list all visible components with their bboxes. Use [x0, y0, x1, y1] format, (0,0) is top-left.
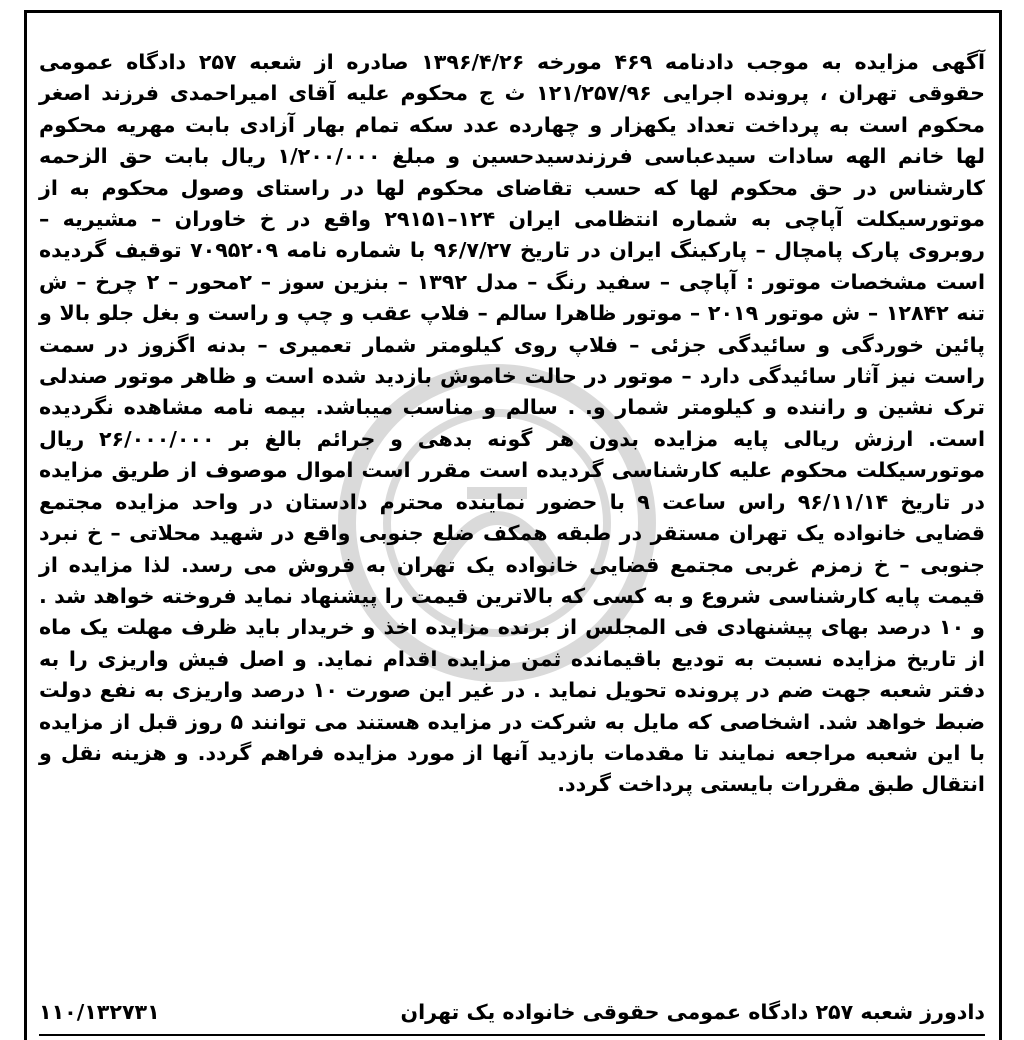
notice-body-text: آگهی مزایده به موجب دادنامه ۴۶۹ مورخه ۱۳۹۶/۴/۲۶ صادره از شعبه ۲۵۷ دادگاه عمومی حقوقی تهران ، پرونده اجرایی ۱۲۱/۲۵۷/۹۶ ث ج محکوم علیه آقای امیراحمدی فرزند اصغر محکوم است به پرداخت تعداد یکهزار و چهارده عدد سکه تمام بهار آزادی بابت مهریه محکوم لها خانم الهه سادات سیدعباسی فرزندسیدحسین و مبلغ ۱/۲۰۰/۰۰۰ ریال بابت حق الزحمه کارشناس در حق محکوم لها که حسب تقاضای محکوم لها در راستای وصول محکوم به از موتورسیکلت آپاچی به شماره انتظامی ایران ۱۲۴–۲۹۱۵۱ واقع در خ خاوران – مشیریه – روبروی پارک پامچال – پارکینگ ایران در تاریخ ۹۶/۷/۲۷ با شماره نامه ۷۰۹۵۲۰۹ توقیف گردیده است مشخصات موتور : آپاچی – سفید رنگ – مدل ۱۳۹۲ – بنزین سوز – ۲محور – ۲ چرخ – ش تنه ۱۲۸۴۲ – ش موتور ۲۰۱۹ – موتور ظاهرا سالم – فلاپ عقب و چپ و راست و بغل جلو بالا و پائین خوردگی و سائیدگی جزئی – فلاپ روی کیلومتر شمار تعمیری – بدنه اگزوز در سمت راست نیز آثار سائیدگی دارد – موتور در حالت خاموش بازدید شده است و ظاهر موتور صندلی ترک نشین و راننده و کیلومتر شمار و. . سالم و مناسب میباشد. بیمه نامه مشاهده نگردیده است. ارزش ریالی پایه مزایده بدون هر گونه بدهی و جرائم بالغ بر ۲۶/۰۰۰/۰۰۰ ریال موتورسیکلت محکوم علیه کارشناسی گردیده است مقرر است اموال موصوف از طریق مزایده در تاریخ ۹۶/۱۱/۱۴ راس ساعت ۹ با حضور نماینده محترم دادستان در واحد مزایده مجتمع قضایی خانواده یک تهران مستقر در طبقه همکف ضلع جنوبی واقع در شهید محلاتی – خ نبرد جنوبی – خ زمزم غربی مجتمع قضایی خانواده یک تهران به فروش می رسد. لذا مزایده از قیمت پایه کارشناسی شروع و به کسی که بالاترین قیمت را پیشنهاد نماید فروخته خواهد شد . و ۱۰ درصد بهای پیشنهادی فی المجلس از برنده مزایده اخذ و خریدار باید ظرف مهلت یک ماه از تاریخ مزایده نسبت به تودیع باقیمانده ثمن مزایده اقدام نماید. و اصل فیش واریزی را به دفتر شعبه جهت ضم در پرونده تحویل نماید . در غیر این صورت ۱۰ درصد واریزی به نفع دولت ضبط خواهد شد. اشخاصی که مایل به شرکت در مزایده هستند می توانند ۵ روز قبل از مزایده با این شعبه مراجعه نمایند تا مقدمات بازدید آنها از مورد مزایده فراهم گردد. و هزینه نقل و انتقال طبق مقررات بایستی پرداخت گردد.	[39, 50, 986, 797]
issuer-signature: دادورز شعبه ۲۵۷ دادگاه عمومی حقوقی خانواده یک تهران	[400, 1000, 985, 1024]
notice-frame	[24, 10, 1002, 1040]
reference-number: ۱۱۰/۱۳۲۷۳۱	[39, 1000, 160, 1024]
footer-divider	[39, 1034, 985, 1036]
notice-footer	[39, 997, 985, 1027]
